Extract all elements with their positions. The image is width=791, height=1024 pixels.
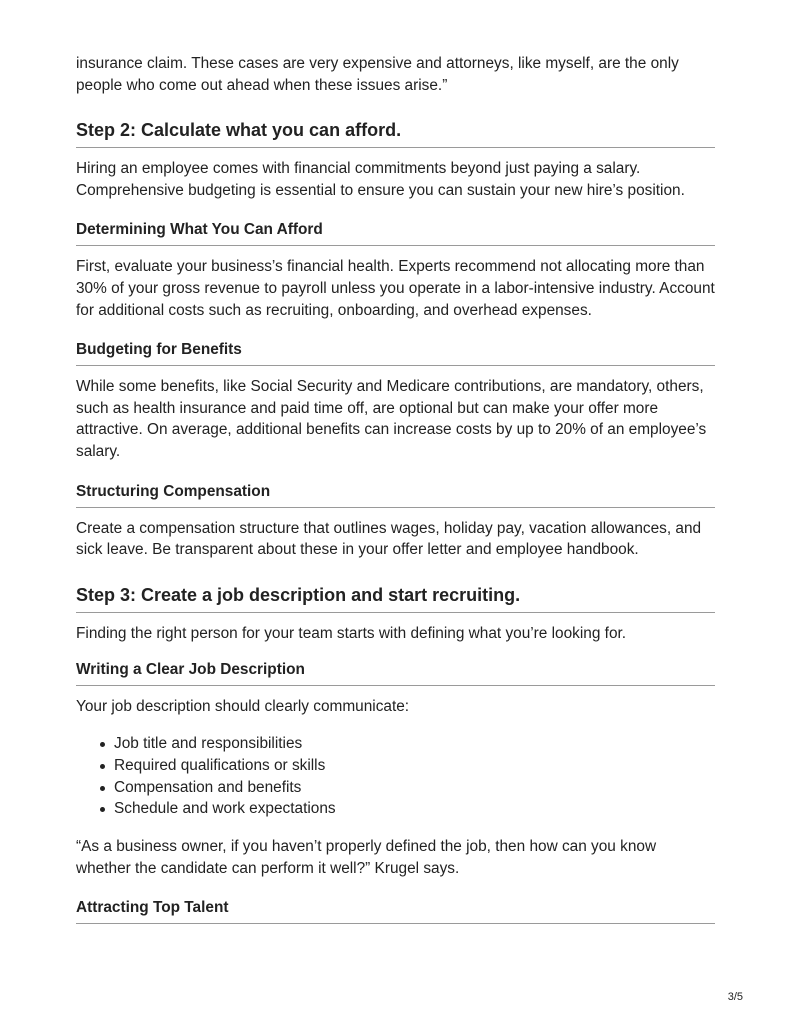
page-number: 3/5 bbox=[727, 991, 743, 1003]
step3-intro: Finding the right person for your team starts with defining what you’re looking for. bbox=[76, 624, 627, 642]
document-page bbox=[76, 53, 715, 934]
step2-intro: Hiring an employee comes with financial commitments beyond just paying a salary. Comprehensive budgeting is essential to ensure you can sustain your new hire’s position. bbox=[76, 160, 685, 199]
job-description-list bbox=[76, 733, 715, 820]
determining-heading: Determining What You Can Afford bbox=[76, 220, 715, 246]
benefits-heading: Budgeting for Benefits bbox=[76, 340, 715, 366]
krugel-quote: “As a business owner, if you haven’t properly defined the job, then how can you know whether the candidate can perform it well?” Krugel says. bbox=[76, 838, 657, 877]
job-description-heading: Writing a Clear Job Description bbox=[76, 660, 715, 686]
list-item: Schedule and work expectations bbox=[114, 798, 715, 820]
intro-paragraph: insurance claim. These cases are very expensive and attorneys, like myself, are the only people who come out ahead when these issues arise.” bbox=[76, 55, 679, 94]
determining-paragraph: First, evaluate your business’s financial health. Experts recommend not allocating more than 30% of your gross revenue to payroll unless you operate in a labor-intensive industry. Account for additional costs such as recruiting, onboarding, and overhead expenses. bbox=[76, 258, 715, 319]
compensation-paragraph: Create a compensation structure that outlines wages, holiday pay, vacation allowances, and sick leave. Be transparent about these in your offer letter and employee handbook. bbox=[76, 519, 702, 559]
list-item: Compensation and benefits bbox=[114, 777, 715, 799]
job-description-paragraph: Your job description should clearly communicate: bbox=[76, 698, 410, 716]
step2-heading: Step 2: Calculate what you can afford. bbox=[76, 118, 715, 148]
compensation-heading: Structuring Compensation bbox=[76, 482, 715, 508]
benefits-paragraph: While some benefits, like Social Security and Medicare contributions, are mandatory, others, such as health insurance and paid time off, are optional but can make your offer more attractive. On average, additional benefits can increase costs by up to 20% of an employee’s salary. bbox=[76, 378, 707, 460]
list-item: Job title and responsibilities bbox=[114, 733, 715, 755]
attracting-heading: Attracting Top Talent bbox=[76, 898, 715, 924]
step3-heading: Step 3: Create a job description and start recruiting. bbox=[76, 583, 715, 613]
list-item: Required qualifications or skills bbox=[114, 755, 715, 777]
